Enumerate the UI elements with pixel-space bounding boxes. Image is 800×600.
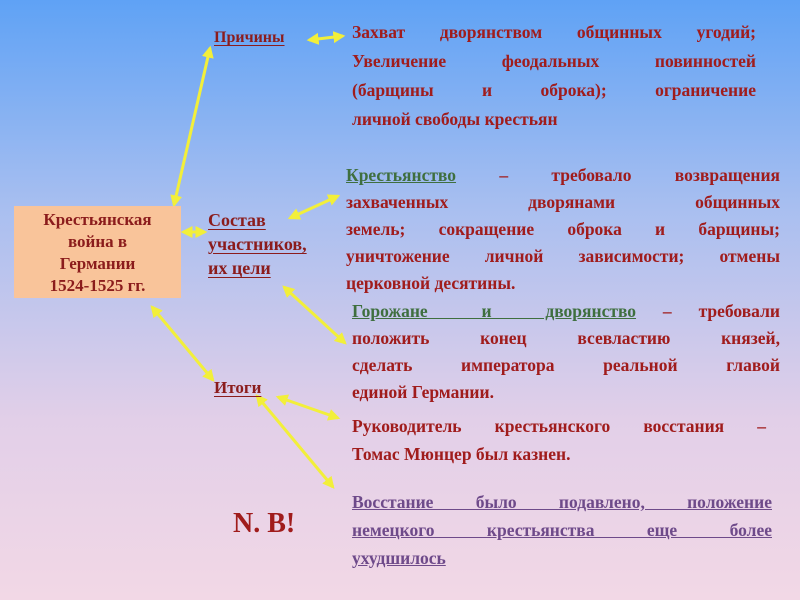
causes-line: Увеличение феодальных повинностей [352, 51, 756, 71]
townsfolk-first-line [352, 298, 780, 325]
central-node [14, 206, 181, 298]
central-line: война в [67, 232, 128, 251]
leader-line: Руководитель крестьянского восстания – [352, 416, 766, 436]
results-label: Итоги [214, 378, 262, 397]
peasantry-term: Крестьянство [346, 165, 457, 185]
participants-line: Состав [208, 210, 266, 230]
arrow-causes-text [309, 36, 343, 40]
townsfolk-line: – требовали [636, 301, 780, 321]
arrow-causes-participants [174, 48, 210, 205]
central-line: Крестьянская [43, 210, 152, 229]
causes-line: (барщины и оброка); ограничение [352, 80, 756, 100]
arrow-results-nb [257, 396, 333, 487]
peasantry-block [346, 162, 780, 297]
leader-line: Томас Мюнцер был казнен. [352, 444, 571, 464]
townsfolk-line: единой Германии. [352, 382, 494, 402]
participants-line: их цели [208, 258, 271, 278]
causes-text [352, 18, 756, 134]
participants-line: участников, [208, 234, 307, 254]
causes-line: Захват дворянством общинных угодий; [352, 22, 756, 42]
townsfolk-line: сделать императора реальной главой [352, 355, 780, 375]
peasantry-line: церковной десятины. [346, 273, 516, 293]
central-line: 1524-1525 гг. [49, 276, 146, 295]
peasantry-line: – требовало возвращения [456, 165, 780, 185]
peasantry-line: уничтожение личной зависимости; отмены [346, 246, 780, 266]
townsfolk-line: положить конец всевластию князей, [352, 328, 780, 348]
leader-block [352, 412, 766, 468]
townsfolk-term: Горожане и дворянство [352, 301, 637, 321]
peasantry-first-line [346, 162, 780, 189]
nb-label: N. B! [233, 508, 296, 539]
peasantry-line: земель; сокращение оброка и барщины; [346, 219, 780, 239]
central-line: Германии [59, 254, 136, 273]
nb-block [352, 488, 772, 572]
causes-label: Причины [214, 29, 285, 46]
nb-line: Восстание было подавлено, положение [352, 492, 772, 512]
nb-line: ухудшилось [352, 548, 446, 568]
causes-line: личной свободы крестьян [352, 109, 558, 129]
townsfolk-block [352, 298, 780, 406]
nb-line: немецкого крестьянства еще более [352, 520, 772, 540]
arrow-results-leader [278, 397, 338, 418]
participants-label [208, 208, 307, 280]
arrow-participants-townsfolk [284, 287, 345, 343]
peasantry-line: захваченных дворянами общинных [346, 192, 780, 212]
arrow-central-results [152, 307, 213, 380]
